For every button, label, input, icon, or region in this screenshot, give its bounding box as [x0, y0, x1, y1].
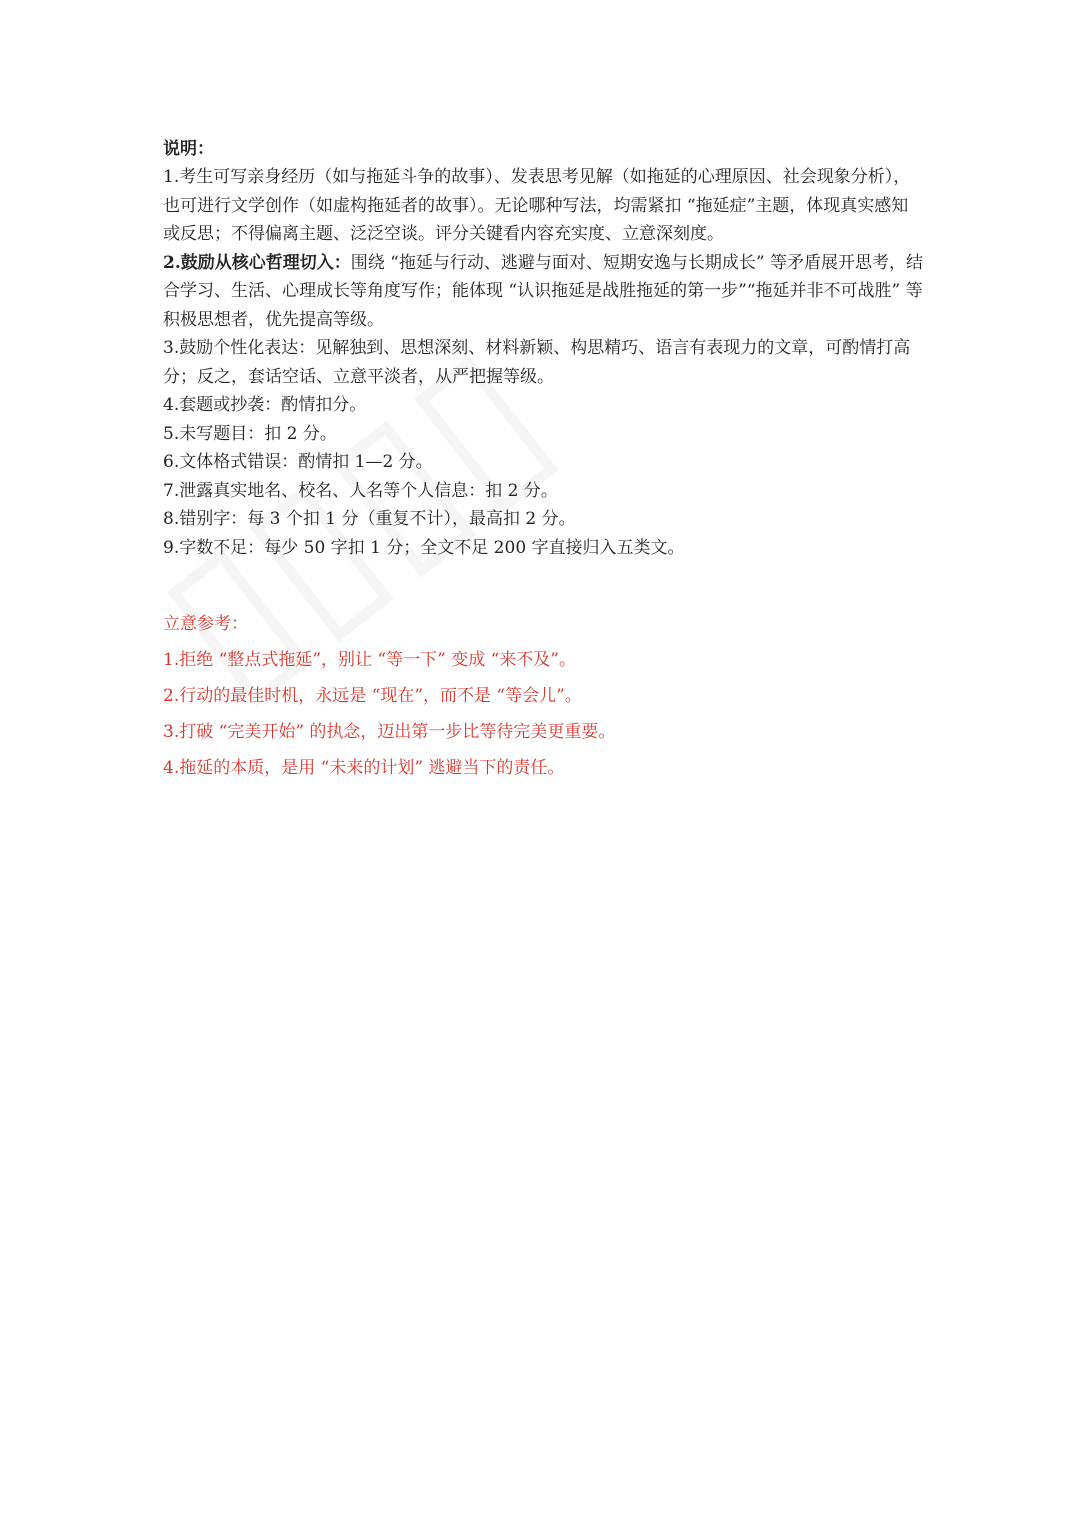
instruction-item-5: 5.未写题目：扣 2 分。: [163, 423, 337, 444]
document-page: [163, 135, 923, 786]
instruction-item-1: 1.考生可写亲身经历（如与拖延斗争的故事）、发表思考见解（如拖延的心理原因、社会现象分析），也可进行文学创作（如虚构拖延者的故事）。无论哪种写法，均需紧扣 “拖延症”主题，体现真实感知或反思；不得偏离主题、泛泛空谈。评分关键看内容充实度、立意深刻度。: [163, 167, 911, 244]
reference-section: [163, 606, 923, 786]
instruction-item-8: 8.错别字：每 3 个扣 1 分（重复不计），最高扣 2 分。: [163, 509, 576, 529]
instruction-item-2: [163, 249, 923, 335]
reference-item-2: 2.行动的最佳时机，永远是 “现在”，而不是 “等会儿”。: [163, 686, 582, 706]
instructions-heading: 说明：: [163, 139, 214, 159]
reference-item-3: 3.打破 “完美开始” 的执念，迈出第一步比等待完美更重要。: [163, 722, 616, 742]
reference-item-4: 4.拖延的本质，是用 “未来的计划” 逃避当下的责任。: [163, 758, 565, 778]
reference-item-1: 1.拒绝 “整点式拖延”，别让 “等一下” 变成 “来不及”。: [163, 650, 576, 670]
instruction-item-2-lead: 2.鼓励从核心哲理切入：: [163, 252, 351, 273]
instruction-item-9: 9.字数不足：每少 50 字扣 1 分；全文不足 200 字直接归入五类文。: [163, 537, 685, 558]
instruction-item-3: 3.鼓励个性化表达：见解独到、思想深刻、材料新颖、构思精巧、语言有表现力的文章，可酌情打高分；反之，套话空话、立意平淡者，从严把握等级。: [163, 338, 911, 387]
instruction-item-6: 6.文体格式错误：酌情扣 1—2 分。: [163, 452, 433, 472]
reference-title: 立意参考：: [163, 614, 248, 634]
instruction-item-7: 7.泄露真实地名、校名、人名等个人信息：扣 2 分。: [163, 480, 558, 501]
instruction-item-4: 4.套题或抄袭：酌情扣分。: [163, 395, 367, 415]
instruction-item-2-text: 围绕 “拖延与行动、逃避与面对、短期安逸与长期成长” 等矛盾展开思考，结合学习、生活、心理成长等角度写作；能体现 “认识拖延是战胜拖延的第一步”“拖延并非不可战胜” 等积极思想者，优先提高等级。: [163, 252, 923, 330]
